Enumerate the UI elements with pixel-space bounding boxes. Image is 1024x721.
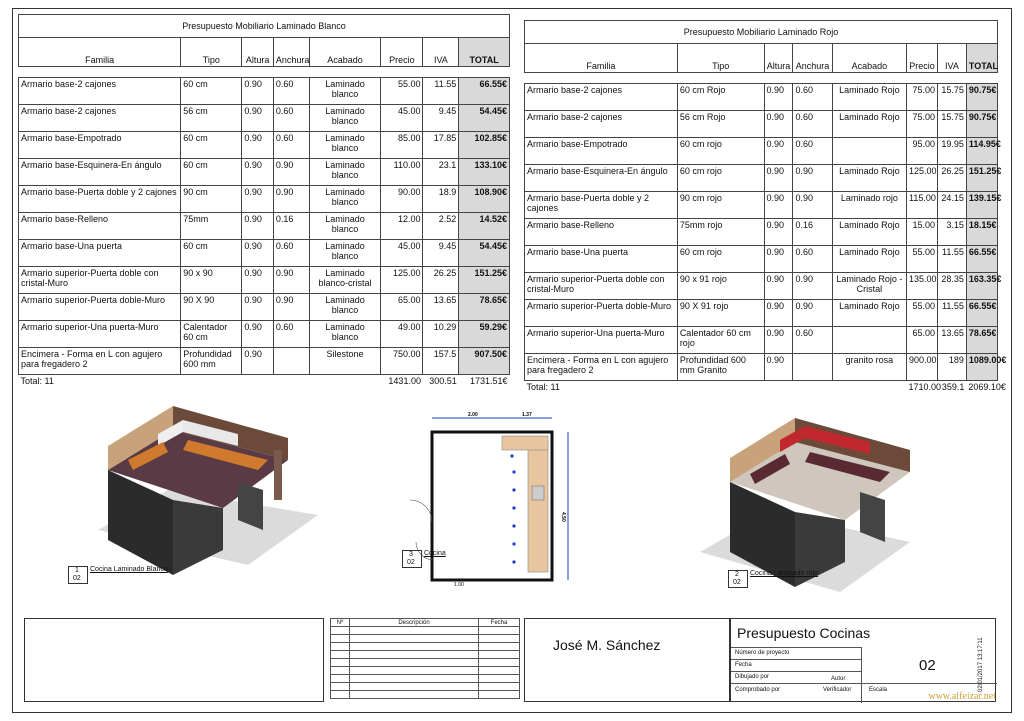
table-cell: 45.00 — [381, 240, 423, 267]
column-header: IVA — [937, 44, 966, 73]
table-cell: 10.29 — [423, 321, 459, 348]
column-header: Tipo — [181, 38, 242, 67]
table-cell: 49.00 — [381, 321, 423, 348]
title-block-blank — [24, 618, 324, 702]
table-cell: 110.00 — [381, 159, 423, 186]
table-cell: Armario superior-Una puerta-Muro — [525, 327, 678, 354]
table-cell: 75.00 — [907, 84, 938, 111]
table-cell: 17.85 — [423, 132, 459, 159]
table-cell: 900.00 — [907, 354, 938, 381]
table-cell: 95.00 — [907, 138, 938, 165]
checked-by-value: Verificador — [823, 687, 852, 693]
table-cell — [832, 138, 906, 165]
table-cell: Laminado blanco — [309, 105, 381, 132]
table-cell: 189 — [937, 354, 966, 381]
table-cell: 0.60 — [273, 240, 309, 267]
table-cell: Laminado blanco — [309, 132, 381, 159]
table-row — [19, 321, 510, 348]
table-cell: 45.00 — [381, 105, 423, 132]
total-iva: 359.1 — [941, 382, 965, 392]
author-name: José M. Sánchez — [553, 637, 661, 653]
table-cell: 90 X 90 — [181, 294, 242, 321]
schedule-table-rojo — [524, 20, 1007, 395]
table-cell: 26.25 — [937, 165, 966, 192]
table-cell: 0.16 — [273, 213, 309, 240]
column-header: Tipo — [677, 44, 764, 73]
table-cell: Armario base-Empotrado — [19, 132, 181, 159]
table-cell: 60 cm Rojo — [677, 84, 764, 111]
table-cell: 28.35 — [937, 273, 966, 300]
table-cell: 65.00 — [907, 327, 938, 354]
field-checked-by: Comprobado por — [735, 687, 781, 693]
table-cell: 60 cm — [181, 78, 242, 105]
table-cell: Laminado blanco — [309, 240, 381, 267]
table-cell: Laminado Rojo — [832, 219, 906, 246]
table-row — [19, 294, 510, 321]
table-cell: 115.00 — [907, 192, 938, 219]
scale-label: Escala — [869, 687, 888, 693]
table-cell: Armario superior-Puerta doble con cristal-Muro — [525, 273, 678, 300]
total-count: Total: 11 — [526, 382, 560, 392]
table-row — [525, 354, 998, 381]
table-row — [525, 246, 998, 273]
table-cell: 0.60 — [273, 105, 309, 132]
table-cell: 0.90 — [242, 294, 274, 321]
table-cell: 0.90 — [764, 300, 793, 327]
table-cell: 23.1 — [423, 159, 459, 186]
table-cell: Armario base-2 cajones — [525, 84, 678, 111]
table-cell — [273, 348, 309, 375]
table-cell: 13.65 — [423, 294, 459, 321]
table-row — [19, 240, 510, 267]
table-cell: 750.00 — [381, 348, 423, 375]
revision-table — [330, 618, 520, 699]
table-cell: 56 cm Rojo — [677, 111, 764, 138]
table-cell: 0.90 — [764, 84, 793, 111]
table-cell: 0.90 — [273, 186, 309, 213]
table-cell: 133.10€ — [459, 159, 510, 186]
table-cell: 18.9 — [423, 186, 459, 213]
table-cell: Laminado blanco-cristal — [309, 267, 381, 294]
table-cell: 75mm — [181, 213, 242, 240]
table-cell: 151.25€ — [459, 267, 510, 294]
table-cell: 19.95 — [937, 138, 966, 165]
table-cell: 60 cm — [181, 240, 242, 267]
svg-text:4.50: 4.50 — [560, 512, 566, 522]
table-cell: 0.90 — [242, 105, 274, 132]
table-cell: 1089.00€ — [966, 354, 997, 381]
table-row — [19, 159, 510, 186]
table-cell: 135.00 — [907, 273, 938, 300]
table-cell: 56 cm — [181, 105, 242, 132]
table-cell: 54.45€ — [459, 240, 510, 267]
table-cell: Laminado blanco — [309, 321, 381, 348]
project-title: Presupuesto Cocinas — [737, 625, 871, 641]
table-cell: Armario base-Una puerta — [19, 240, 181, 267]
field-drawn-by: Dibujado por — [735, 674, 770, 680]
table-cell: 0.90 — [242, 348, 274, 375]
table-cell: 90.75€ — [966, 84, 997, 111]
table-cell: 125.00 — [907, 165, 938, 192]
table-cell: 60 cm rojo — [677, 246, 764, 273]
table-cell: Armario base-2 cajones — [19, 78, 181, 105]
table-cell: 0.60 — [793, 111, 832, 138]
table-cell: 0.90 — [793, 300, 832, 327]
table-cell: 0.60 — [793, 246, 832, 273]
field-date: Fecha — [735, 662, 752, 668]
table-row — [525, 273, 998, 300]
table-cell: 0.90 — [793, 273, 832, 300]
title-block — [16, 614, 1006, 704]
table-cell — [793, 354, 832, 381]
date-stamp: 02/01/2017 13:17:11 — [978, 637, 984, 692]
table-cell: Laminado blanco — [309, 186, 381, 213]
svg-text:1.37: 1.37 — [522, 412, 532, 418]
column-header: Anchura — [793, 44, 832, 73]
table-cell: 66.55€ — [966, 246, 997, 273]
column-header: Acabado — [309, 38, 381, 67]
table-row — [525, 219, 998, 246]
table-cell: 24.15 — [937, 192, 966, 219]
rev-header-desc: Descripción — [350, 619, 479, 627]
table-cell: 0.90 — [764, 192, 793, 219]
table-cell: 2.52 — [423, 213, 459, 240]
table-cell: 65.00 — [381, 294, 423, 321]
table-cell: 907.50€ — [459, 348, 510, 375]
watermark: www.alfeizar.net — [928, 691, 996, 702]
table-cell: Laminado Rojo — [832, 111, 906, 138]
table-cell: 90 cm rojo — [677, 192, 764, 219]
table-row — [19, 78, 510, 105]
table-cell: 60 cm rojo — [677, 138, 764, 165]
table-cell: 125.00 — [381, 267, 423, 294]
column-header: Familia — [19, 38, 181, 67]
table-cell: 60 cm rojo — [677, 165, 764, 192]
svg-text:1.00: 1.00 — [454, 582, 464, 588]
table-cell: 59.29€ — [459, 321, 510, 348]
table-cell: 54.45€ — [459, 105, 510, 132]
table-cell: 11.55 — [937, 246, 966, 273]
total-precio: 1431.00 — [388, 376, 421, 386]
table-cell: 0.90 — [764, 273, 793, 300]
table-cell: 11.55 — [937, 300, 966, 327]
column-header: Precio — [381, 38, 423, 67]
table-cell: Laminado Rojo - Cristal — [832, 273, 906, 300]
total-count: Total: 11 — [20, 376, 54, 386]
column-header: Altura — [242, 38, 274, 67]
column-header: Altura — [764, 44, 793, 73]
table-cell: 3.15 — [937, 219, 966, 246]
table-cell: 0.60 — [273, 78, 309, 105]
view-tag-blanco: 1 02 Cocina Laminado Blanco — [68, 566, 168, 584]
table-row — [525, 327, 998, 354]
table-row — [525, 111, 998, 138]
table-cell: 0.90 — [242, 132, 274, 159]
column-header: Familia — [525, 44, 678, 73]
column-header: Precio — [907, 44, 938, 73]
table-cell: 60 cm — [181, 132, 242, 159]
table-cell: 0.90 — [242, 240, 274, 267]
column-header: IVA — [423, 38, 459, 67]
table-cell: 0.90 — [764, 327, 793, 354]
table-cell: 0.90 — [793, 165, 832, 192]
table-cell: Armario base-Puerta doble y 2 cajones — [19, 186, 181, 213]
table-cell: Armario base-Relleno — [525, 219, 678, 246]
table-cell — [832, 327, 906, 354]
table-cell: Profundidad 600 mm — [181, 348, 242, 375]
column-header: Anchura — [273, 38, 309, 67]
table-cell: Laminado blanco — [309, 213, 381, 240]
author-cell — [524, 618, 730, 702]
sheet-number: 02 — [919, 657, 936, 674]
rev-header-num: Nº — [331, 619, 350, 627]
table-cell: 11.55 — [423, 78, 459, 105]
drawn-by-value: Autor — [831, 676, 846, 682]
table-cell: 78.65€ — [966, 327, 997, 354]
table-cell: 157.5 — [423, 348, 459, 375]
table-cell: 0.60 — [273, 132, 309, 159]
table-cell: 0.90 — [273, 159, 309, 186]
table-cell: 0.90 — [793, 192, 832, 219]
table-cell: 15.00 — [907, 219, 938, 246]
table-cell: 66.55€ — [459, 78, 510, 105]
table-cell: 55.00 — [907, 246, 938, 273]
table-cell: Armario superior-Una puerta-Muro — [19, 321, 181, 348]
table-row — [525, 165, 998, 192]
total-iva: 300.51 — [429, 376, 457, 386]
table-cell: Calentador 60 cm rojo — [677, 327, 764, 354]
table-row — [19, 105, 510, 132]
total-sum: 1731.51€ — [469, 376, 508, 386]
table-row — [525, 84, 998, 111]
table-cell: Laminado blanco — [309, 159, 381, 186]
table-cell: 0.90 — [273, 267, 309, 294]
table-cell: 9.45 — [423, 105, 459, 132]
table-cell: 75.00 — [907, 111, 938, 138]
table-cell: 26.25 — [423, 267, 459, 294]
table-cell: Armario base-2 cajones — [19, 105, 181, 132]
table-cell: 108.90€ — [459, 186, 510, 213]
table-row — [525, 192, 998, 219]
table-cell: 0.90 — [242, 321, 274, 348]
table-cell: 13.65 — [937, 327, 966, 354]
table-row — [19, 267, 510, 294]
table-row — [525, 138, 998, 165]
table-cell: 0.90 — [764, 165, 793, 192]
table-cell: Laminado Rojo — [832, 84, 906, 111]
table-row — [525, 300, 998, 327]
table-cell: granito rosa — [832, 354, 906, 381]
total-sum: 2069.10€ — [968, 382, 1006, 392]
table-cell: Armario base-Puerta doble y 2 cajones — [525, 192, 678, 219]
table-cell: Laminado Rojo — [832, 300, 906, 327]
table-cell: Armario base-Empotrado — [525, 138, 678, 165]
table-cell: 163.35€ — [966, 273, 997, 300]
table-cell: 0.60 — [273, 321, 309, 348]
table-cell: 90 x 90 — [181, 267, 242, 294]
table-cell: 85.00 — [381, 132, 423, 159]
table-cell: 55.00 — [907, 300, 938, 327]
table-cell: Laminado Rojo — [832, 246, 906, 273]
table-cell: 75mm rojo — [677, 219, 764, 246]
table-cell: Armario base-Esquinera-En ángulo — [19, 159, 181, 186]
table-row — [19, 213, 510, 240]
table-cell: Armario superior-Puerta doble-Muro — [19, 294, 181, 321]
table-cell: 0.90 — [242, 78, 274, 105]
rev-header-date: Fecha — [479, 619, 520, 627]
view-tag-rojo: 2 02 Cocina Laminado rojo — [728, 570, 818, 588]
table-cell: 0.90 — [764, 138, 793, 165]
table-cell: 102.85€ — [459, 132, 510, 159]
table-cell: 12.00 — [381, 213, 423, 240]
table-cell: Armario superior-Puerta doble-Muro — [525, 300, 678, 327]
table-cell: 90 cm — [181, 186, 242, 213]
table-cell: 0.90 — [273, 294, 309, 321]
table-title: Presupuesto Mobiliario Laminado Blanco — [19, 15, 510, 38]
table-cell: 90.75€ — [966, 111, 997, 138]
total-precio: 1710.00 — [908, 382, 942, 392]
table-cell: 0.90 — [242, 267, 274, 294]
table-row — [19, 348, 510, 375]
column-header: TOTAL — [966, 44, 997, 73]
table-cell: 0.90 — [764, 354, 793, 381]
table-cell: Encimera - Forma en L con agujero para fregadero 2 — [19, 348, 181, 375]
table-cell: 114.95€ — [966, 138, 997, 165]
schedule-table-blanco — [18, 14, 510, 389]
table-cell: 9.45 — [423, 240, 459, 267]
table-cell: 0.60 — [793, 84, 832, 111]
table-cell: 0.60 — [793, 327, 832, 354]
table-cell: 151.25€ — [966, 165, 997, 192]
project-cell — [730, 618, 996, 702]
table-cell: Armario base-Relleno — [19, 213, 181, 240]
table-cell: 0.16 — [793, 219, 832, 246]
table-cell: 66.55€ — [966, 300, 997, 327]
table-cell: 78.65€ — [459, 294, 510, 321]
table-row — [19, 186, 510, 213]
table-cell: 139.15€ — [966, 192, 997, 219]
column-header: TOTAL — [459, 38, 510, 67]
table-cell: Laminado blanco — [309, 78, 381, 105]
table-cell: Encimera - Forma en L con agujero para fregadero 2 — [525, 354, 678, 381]
table-cell: 0.90 — [242, 213, 274, 240]
table-cell: 90 x 91 rojo — [677, 273, 764, 300]
table-cell: 0.90 — [764, 219, 793, 246]
table-cell: 90 X 91 rojo — [677, 300, 764, 327]
table-cell: Laminado blanco — [309, 294, 381, 321]
view-label: Cocina Laminado rojo — [749, 570, 819, 577]
view-tag-plan: 3 02 Cocina — [402, 550, 446, 568]
table-cell: 60 cm — [181, 159, 242, 186]
table-cell: Armario base-2 cajones — [525, 111, 678, 138]
table-cell: 18.15€ — [966, 219, 997, 246]
view-label: Cocina Laminado Blanco — [89, 566, 168, 573]
table-cell: 14.52€ — [459, 213, 510, 240]
table-cell: 15.75 — [937, 111, 966, 138]
table-cell: 0.90 — [764, 246, 793, 273]
field-project-number: Número de proyecto — [735, 650, 790, 656]
table-cell: 0.90 — [242, 186, 274, 213]
table-cell: Calentador 60 cm — [181, 321, 242, 348]
table-cell: 0.90 — [764, 111, 793, 138]
table-cell: Armario base-Esquinera-En ángulo — [525, 165, 678, 192]
table-title: Presupuesto Mobiliario Laminado Rojo — [525, 21, 998, 44]
column-header: Acabado — [832, 44, 906, 73]
view-label: Cocina — [423, 550, 446, 557]
table-cell: 90.00 — [381, 186, 423, 213]
table-cell: Silestone — [309, 348, 381, 375]
table-row — [19, 132, 510, 159]
table-cell: Armario base-Una puerta — [525, 246, 678, 273]
table-cell: 55.00 — [381, 78, 423, 105]
table-cell: 0.60 — [793, 138, 832, 165]
table-cell: Laminado rojo — [832, 192, 906, 219]
table-cell: 0.90 — [242, 159, 274, 186]
table-cell: Armario superior-Puerta doble con cristal-Muro — [19, 267, 181, 294]
table-cell: 15.75 — [937, 84, 966, 111]
svg-text:2.00: 2.00 — [468, 412, 478, 418]
table-cell: Profundidad 600 mm Granito — [677, 354, 764, 381]
table-cell: Laminado Rojo — [832, 165, 906, 192]
